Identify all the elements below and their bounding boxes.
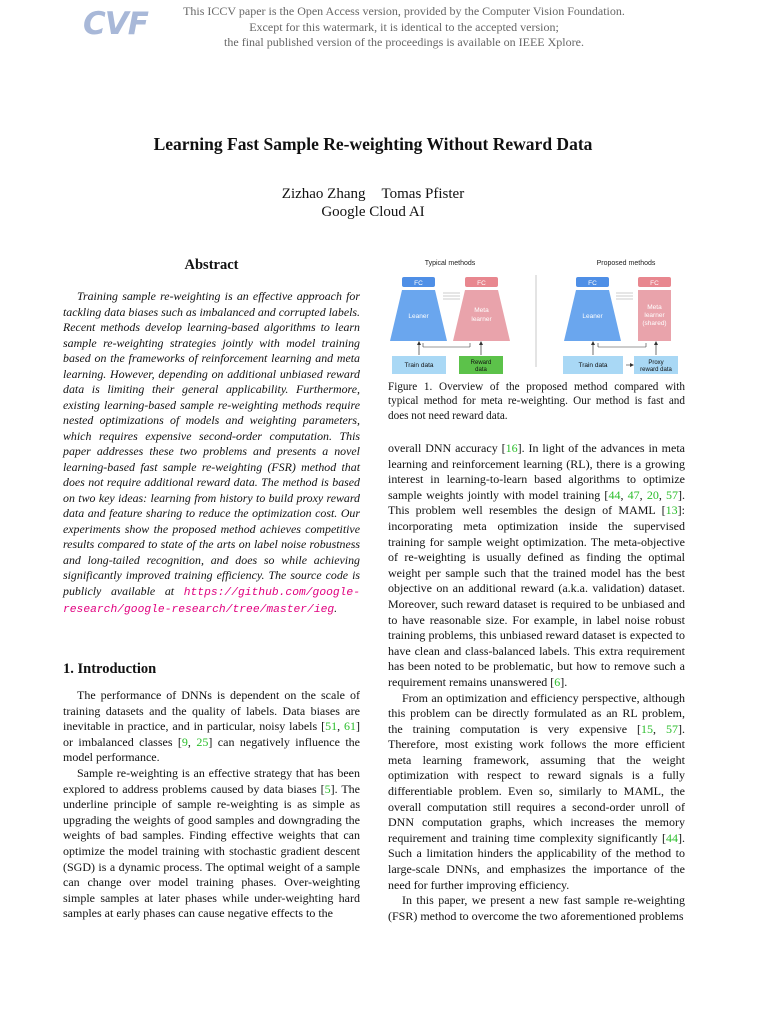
- svg-text:Proxy: Proxy: [648, 360, 664, 366]
- figure-caption: Figure 1. Overview of the proposed method compared with typical method for meta re-weighting. Our method is fast and does not need reward data.: [388, 381, 685, 422]
- citation-link[interactable]: 25: [196, 734, 209, 749]
- citation-link[interactable]: 5: [324, 781, 331, 796]
- figure-1-diagram: [388, 255, 688, 377]
- citation-link[interactable]: 51: [325, 719, 338, 734]
- citation-link[interactable]: 6: [554, 674, 561, 689]
- paragraph: From an optimization and efficiency perspective, although this problem can be directly formulated as an RL problem, the training computation is very expensive [15, 57]. Therefore, most existing work follows the more efficient meta learning framework, assuming that the weight optimization with respect to reward signals is a fully differentiable problem. Even so, similarly to MAML, the overall computation still requires a second-order unroll of DNN computation graphs, which increases the memory requirement and training time complexity significantly [44]. Such a limitation hinders the applicability of the method to large-scale DNNs, and emphasizes the importance of the need for further improving efficiency.: [388, 690, 686, 892]
- proposed-methods-label: Proposed methods: [596, 260, 656, 267]
- svg-text:FC: FC: [588, 280, 597, 287]
- abstract-end: .: [334, 601, 338, 615]
- svg-text:Reward: Reward: [470, 360, 492, 366]
- paragraph: The performance of DNNs is dependent on the scale of training datasets and the quality of labels. Data biases are inevitable in practice, and in particular, noisy labels [51, 61] or imbalanced classes [9, 25] can negatively influence the model performance.: [63, 688, 361, 765]
- citation-link[interactable]: 47: [627, 487, 640, 502]
- citation-link[interactable]: 9: [181, 734, 188, 749]
- svg-text:learner: learner: [644, 312, 665, 319]
- citation-link[interactable]: 44: [608, 487, 621, 502]
- citation-link[interactable]: 61: [344, 719, 357, 734]
- svg-text:Leaner: Leaner: [408, 313, 429, 320]
- paper-title: Learning Fast Sample Re-weighting Without Reward Data: [153, 134, 593, 154]
- intro-body: [63, 688, 360, 922]
- svg-text:FC: FC: [477, 280, 486, 287]
- author-name: Zizhao Zhang: [281, 186, 366, 202]
- right-column-body: [388, 441, 685, 924]
- cvf-logo: CVF: [83, 6, 148, 42]
- svg-text:Train data: Train data: [578, 362, 608, 369]
- citation-link[interactable]: 20: [646, 487, 659, 502]
- svg-text:FC: FC: [414, 280, 423, 287]
- paragraph: overall DNN accuracy [16]. In light of the advances in meta learning and reinforcement learning (RL), there is a growing interest in learning-to-learn based algorithms to optimize sample weights jointly with model training [44, 47, 20, 57]. This problem well resembles the design of MAML [13]: incorporating meta optimization inside the supervised training for sample weight optimization. The meta-objective of re-weighting is usually defined as finding the optimal weight per sample such that the trained model has the best objective on an additional reward (a.k.a. validation) dataset. Moreover, such reward dataset is required to be unbiased and to have reasonable size. For example, in label noise robust training problems, this unbiased reward dataset is expected to have clean and class-balanced labels. This extra requirement has been noted to be problematic, but how to remove such a requirement remains unanswered [6].: [388, 441, 686, 689]
- svg-text:Meta: Meta: [474, 307, 489, 314]
- abstract-heading: Abstract: [184, 257, 239, 273]
- watermark-notice: [160, 4, 648, 51]
- paragraph: In this paper, we present a new fast sample re-weighting (FSR) method to overcome the two aforementioned problems: [388, 893, 685, 923]
- svg-text:learner: learner: [471, 316, 492, 323]
- svg-text:data: data: [475, 367, 487, 373]
- citation-link[interactable]: 13: [665, 503, 678, 518]
- section-heading: 1. Introduction: [63, 661, 157, 677]
- svg-text:Leaner: Leaner: [582, 313, 603, 320]
- citation-link[interactable]: 44: [666, 830, 678, 845]
- author-block: [0, 185, 746, 221]
- citation-link[interactable]: 57: [666, 487, 678, 502]
- author-name: Tomas Pfister: [381, 186, 465, 202]
- abstract-text: Training sample re-weighting is an effective approach for tackling data biases such as imbalanced and corrupted labels. Recent methods develop learning-based algorithms to learn sample re-weighting strategies jointly with model training based on the frameworks of reinforcement learning and meta learning. However, depending on additional unbiased reward data is limiting their general applicability. Furthermore, existing learning-based sample re-weighting methods require nested optimizations of models and weighting parameters, which requires expensive second-order computation. This paper addresses these two problems and presents a novel learning-based fast sample re-weighting (FSR) method that does not require additional reward data. The method is based on two key ideas: learning from history to build proxy reward data and feature sharing to reduce the optimization cost. Our experiments show the proposed method achieves competitive results compared to state of the arts on label noise robustness and long-tailed recognition, and does so while achieving significantly improved training efficiency. The source code is publicly available at: [63, 289, 360, 598]
- svg-text:reward data: reward data: [640, 367, 672, 373]
- watermark-line-1: This ICCV paper is the Open Access version, provided by the Computer Vision Foundation.: [183, 4, 625, 18]
- abstract-body: [63, 289, 360, 619]
- svg-text:FC: FC: [650, 280, 659, 287]
- citation-link[interactable]: 57: [666, 721, 679, 736]
- svg-text:Train data: Train data: [404, 362, 434, 369]
- typical-methods-label: Typical methods: [424, 260, 476, 267]
- source-code-link[interactable]: https://github.com/google-research/google-research/tree/master/ieg: [63, 586, 360, 616]
- paragraph: Sample re-weighting is an effective strategy that has been explored to address problems caused by data biases [5]. The underline principle of sample re-weighting is as simple as upgrading the weights of good samples and downgrading the weights of bad samples. Finding effective weights that can optimize the model training with stochastic gradient descent (SGD) is a dynamic process. The optimal weight of a sample can change over model training phases. Over-weighting simple samples at later phases while under-weighting hard samples at early phases can cause negative effects to the: [63, 765, 361, 921]
- svg-text:Meta: Meta: [647, 304, 662, 311]
- watermark-line-3: the final published version of the proceedings is available on IEEE Xplore.: [224, 35, 584, 49]
- watermark-line-2: Except for this watermark, it is identical to the accepted version;: [249, 19, 559, 34]
- citation-link[interactable]: 15: [641, 721, 654, 736]
- citation-link[interactable]: 16: [505, 441, 518, 455]
- affiliation: Google Cloud AI: [321, 204, 425, 220]
- svg-text:(shared): (shared): [642, 320, 667, 327]
